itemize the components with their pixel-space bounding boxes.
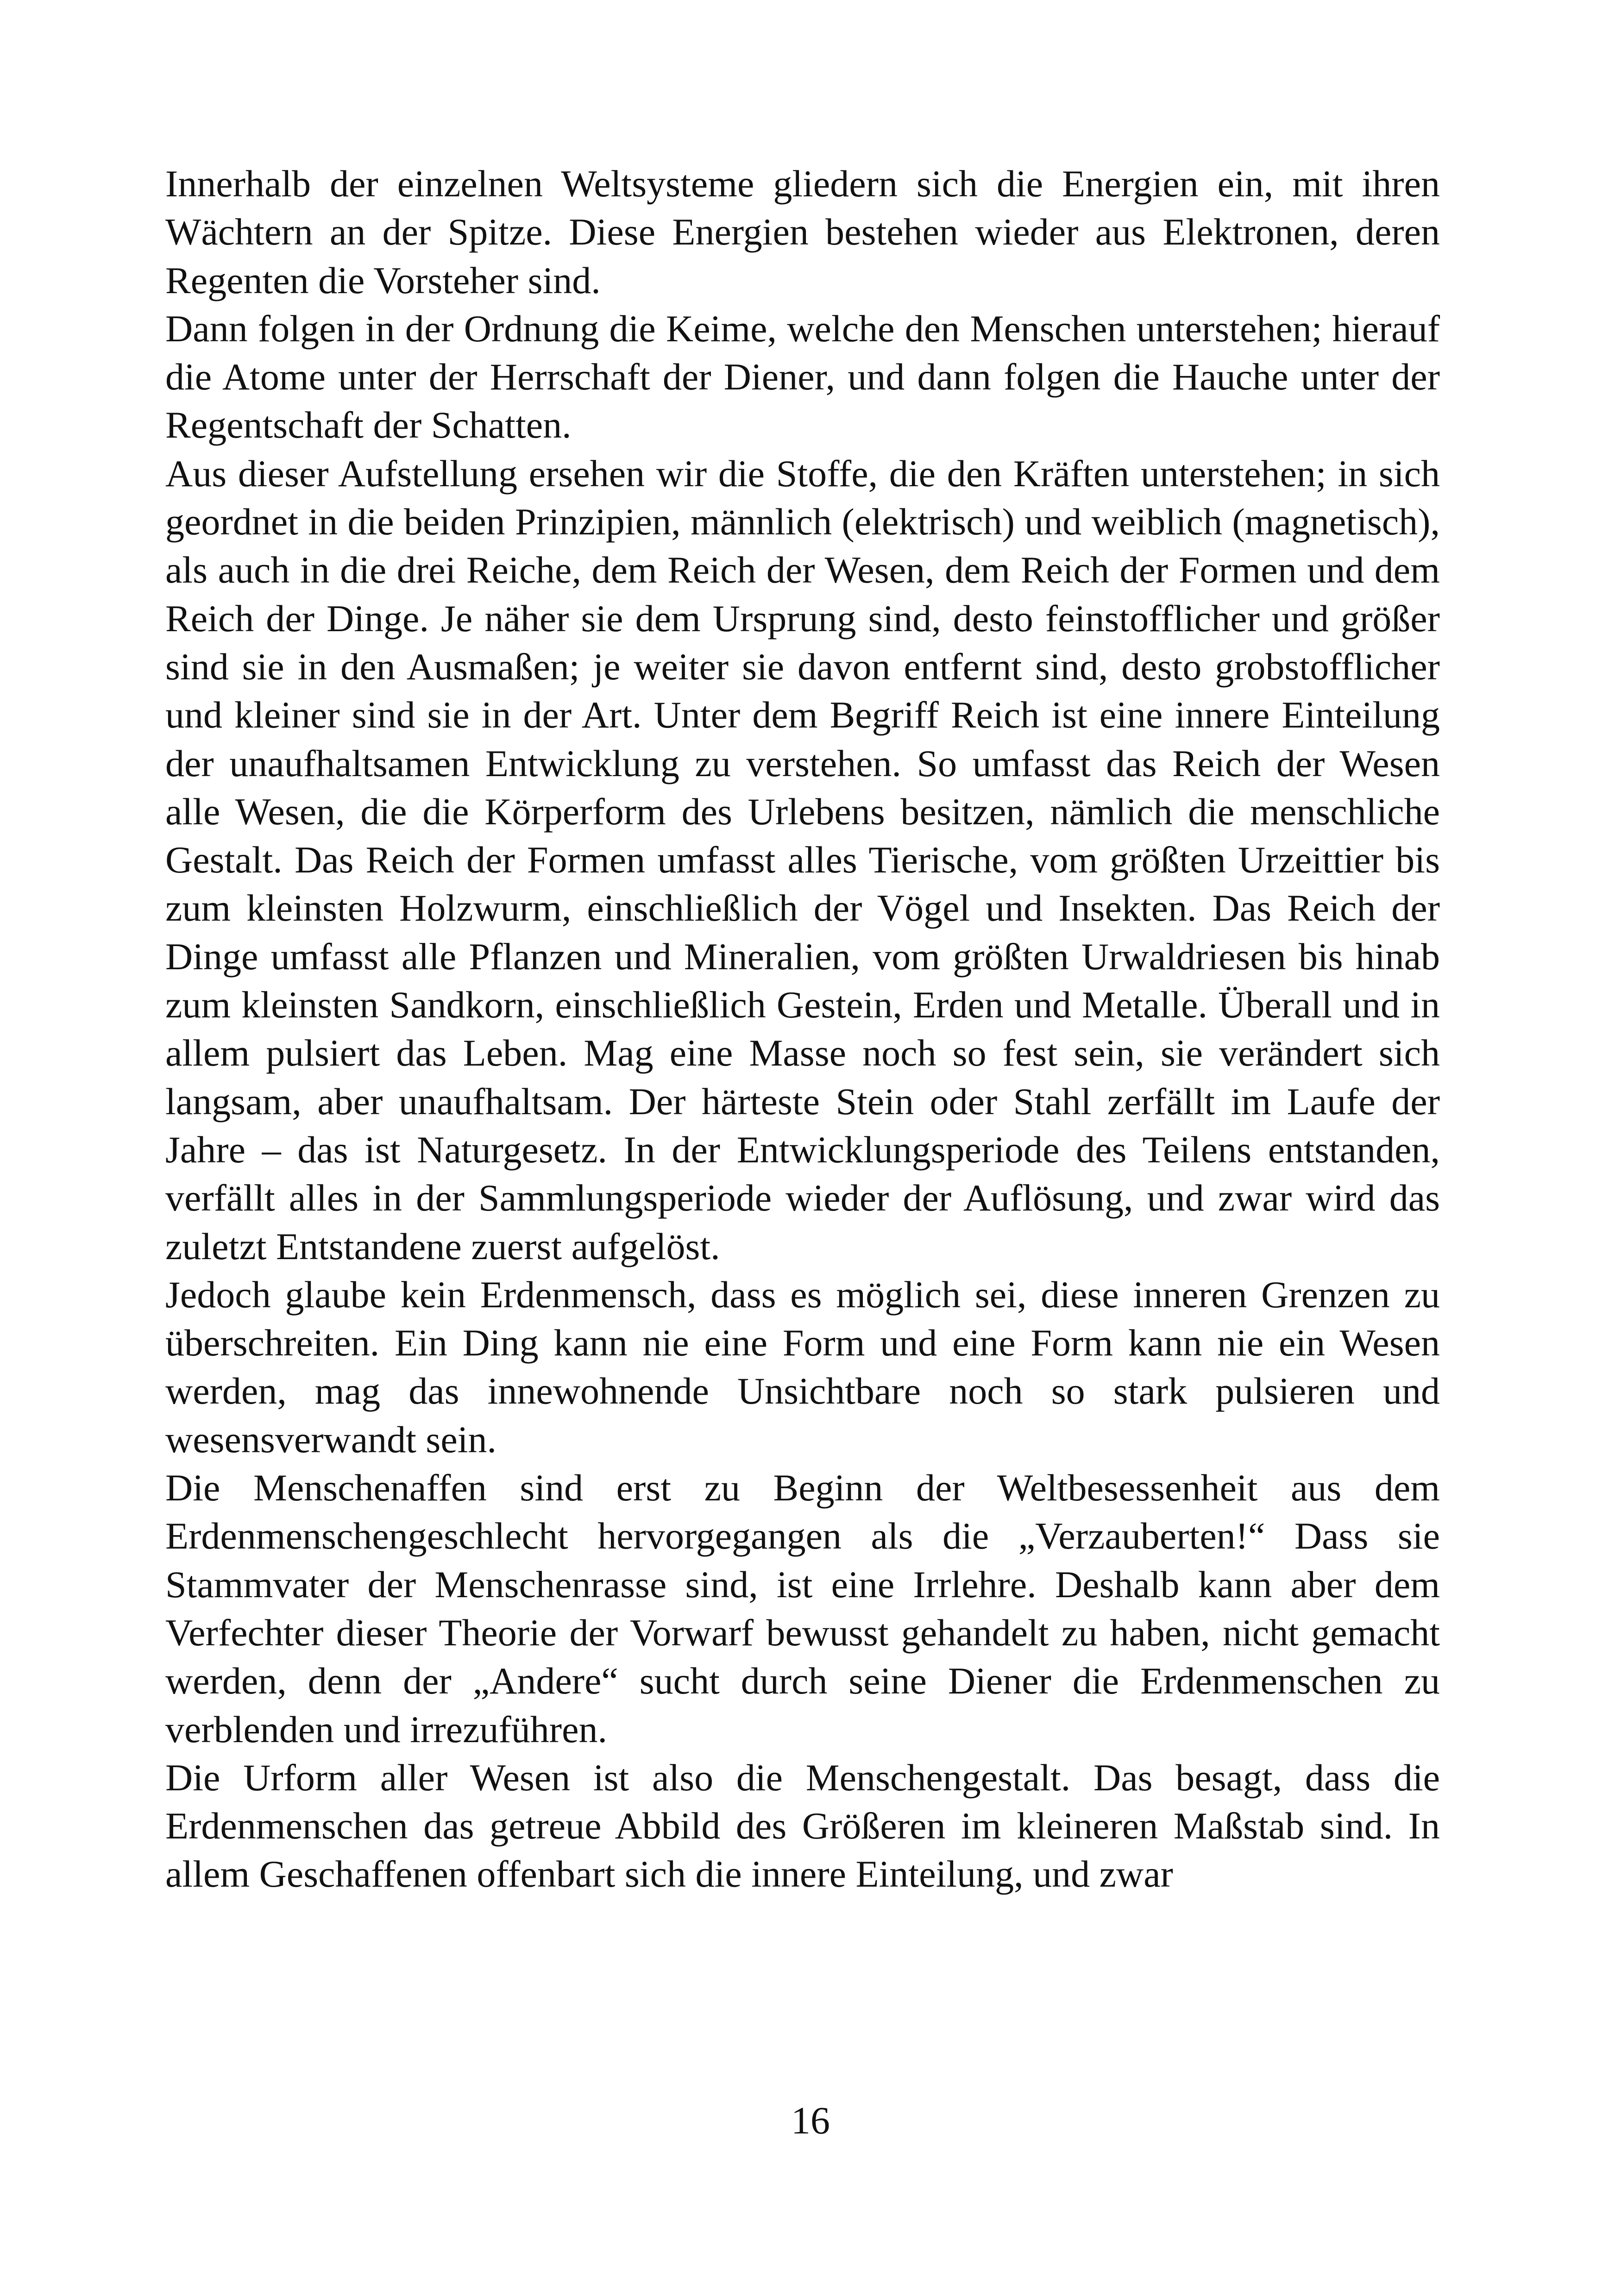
paragraph-energien: Innerhalb der einzelnen Weltsysteme gliedern sich die Energien ein, mit ihren Wächtern an der Spitze. Diese Energien bestehen wieder aus Elektronen, deren Regenten die Vorsteher sind. bbox=[165, 163, 1440, 301]
page-number: 16 bbox=[791, 2099, 830, 2142]
paragraph-reiche: Aus dieser Aufstellung ersehen wir die Stoffe, die den Kräften unterstehen; in sich geordnet in die beiden Prinzipien, männlich (elektrisch) und weiblich (magnetisch), als auch in die drei Reiche, dem Reich der Wesen, dem Reich der Formen und dem Reich der Dinge. Je näher sie dem Ursprung sind, desto feinstofflicher und größer sind sie in den Ausmaßen; je weiter sie davon entfernt sind, desto grobstofflicher und kleiner sind sie in der Art. Unter dem Begriff Reich ist eine innere Einteilung der unaufhaltsamen Entwicklung zu verstehen. So umfasst das Reich der Wesen alle Wesen, die die Körperform des Urlebens besitzen, nämlich die menschliche Gestalt. Das Reich der Formen umfasst alles Tierische, vom größten Urzeittier bis zum kleinsten Holzwurm, einschließlich der Vögel und Insekten. Das Reich der Dinge umfasst alle Pflanzen und Mineralien, vom größten Urwaldriesen bis hinab zum kleinsten Sandkorn, einschließlich Gestein, Erden und Metalle. Überall und in allem pulsiert das Leben. Mag eine Masse noch so fest sein, sie verändert sich langsam, aber unaufhaltsam. Der härteste Stein oder Stahl zerfällt im Laufe der Jahre – das ist Naturgesetz. In der Entwicklungsperiode des Teilens entstanden, verfällt alles in der Sammlungsperiode wieder der Auflösung, und zwar wird das zuletzt Entstandene zuerst aufgelöst. bbox=[165, 452, 1440, 1267]
body-text bbox=[165, 160, 1440, 1899]
paragraph-menschenaffen: Die Menschenaffen sind erst zu Beginn der Weltbesessenheit aus dem Erdenmenschengeschlecht hervorgegangen als die „Verzauberten!“ Dass sie Stammvater der Menschenrasse sind, ist eine Irrlehre. Deshalb kann aber dem Verfechter dieser Theorie der Vorwarf bewusst gehandelt zu haben, nicht gemacht werden, denn der „Andere“ sucht durch seine Diener die Erdenmenschen zu verblenden und irrezuführen. bbox=[165, 1467, 1440, 1750]
paragraph-urform: Die Urform aller Wesen ist also die Menschengestalt. Das besagt, dass die Erdenmenschen das getreue Abbild des Größeren im kleineren Maßstab sind. In allem Geschaffenen offenbart sich die innere Einteilung, und zwar bbox=[165, 1756, 1440, 1895]
paragraph-grenzen: Jedoch glaube kein Erdenmensch, dass es möglich sei, diese inneren Grenzen zu überschreiten. Ein Ding kann nie eine Form und eine Form kann nie ein Wesen werden, mag das innewohnende Unsichtbare noch so stark pulsieren und wesensverwandt sein. bbox=[165, 1273, 1440, 1461]
paragraph-keime: Dann folgen in der Ordnung die Keime, welche den Menschen unterstehen; hierauf die Atome unter der Herrschaft der Diener, und dann folgen die Hauche unter der Regentschaft der Schatten. bbox=[165, 307, 1440, 446]
